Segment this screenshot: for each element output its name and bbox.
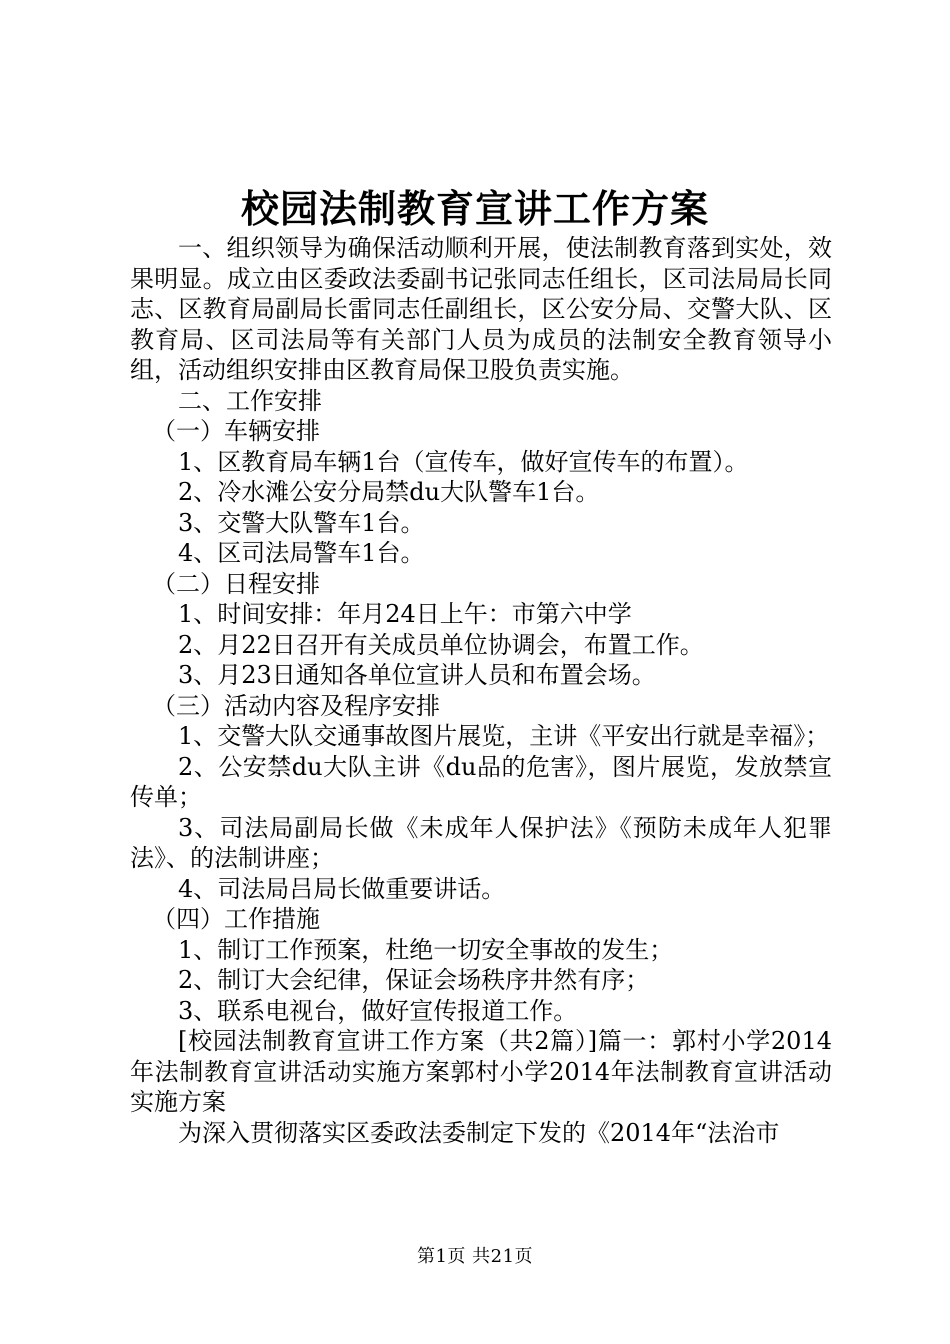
heading-work-arrangement: 二、工作安排	[178, 386, 322, 415]
subheading-schedule: （二）日程安排	[152, 569, 320, 598]
list-item: 3、月23日通知各单位宣讲人员和布置会场。	[178, 661, 656, 689]
list-item: 4、区司法局警车1台。	[178, 539, 425, 567]
paragraph-continuation: 为深入贯彻落实区委政法委制定下发的《2014年“法治市	[178, 1118, 780, 1147]
list-item: 1、区教育局车辆1台（宣传车，做好宣传车的布置）。	[178, 447, 749, 476]
paragraph-article-intro: [校园法制教育宣讲工作方案（共2篇）]篇一：郭村小学2014年法制教育宣讲活动实施方案郭村小学2014年法制教育宣讲活动实施方案	[130, 1027, 832, 1116]
list-item: 2、公安禁du大队主讲《du品的危害》，图片展览，发放禁宣传单；	[130, 752, 832, 811]
list-item: 2、月22日召开有关成员单位协调会，布置工作。	[178, 630, 704, 659]
list-item: 3、司法局副局长做《未成年人保护法》《预防未成年人犯罪法》、的法制讲座；	[130, 813, 832, 872]
subheading-vehicles: （一）车辆安排	[152, 417, 320, 445]
paragraph-organization: 一、组织领导为确保活动顺利开展，使法制教育落到实处，效果明显。成立由区委政法委副书记张同志任组长，区司法局局长同志、区教育局副局长雷同志任副组长，区公安分局、交警大队、区教育局、区司法局等有关部门人员为成员的法制安全教育领导小组，活动组织安排由区教育局保卫股负责实施。	[130, 234, 832, 384]
list-item: 1、交警大队交通事故图片展览，主讲《平安出行就是幸福》；	[178, 722, 830, 750]
subheading-work-measures: （四）工作措施	[152, 905, 320, 933]
list-item: 2、冷水滩公安分局禁du大队警车1台。	[178, 478, 600, 506]
list-item: 3、联系电视台，做好宣传报道工作。	[178, 996, 578, 1025]
list-item: 4、司法局吕局长做重要讲话。	[178, 874, 506, 903]
list-item: 3、交警大队警车1台。	[178, 508, 425, 537]
list-item: 2、制订大会纪律，保证会场秩序井然有序；	[178, 966, 650, 994]
page-footer: 第1页 共21页	[416, 1246, 534, 1267]
document-body	[130, 233, 832, 1148]
document-title: 校园法制教育宣讲工作方案	[240, 186, 709, 231]
list-item: 1、制订工作预案，杜绝一切安全事故的发生；	[178, 935, 674, 964]
subheading-activity-content: （三）活动内容及程序安排	[152, 691, 440, 720]
list-item: 1、时间安排：年月24日上午：市第六中学	[178, 600, 632, 628]
